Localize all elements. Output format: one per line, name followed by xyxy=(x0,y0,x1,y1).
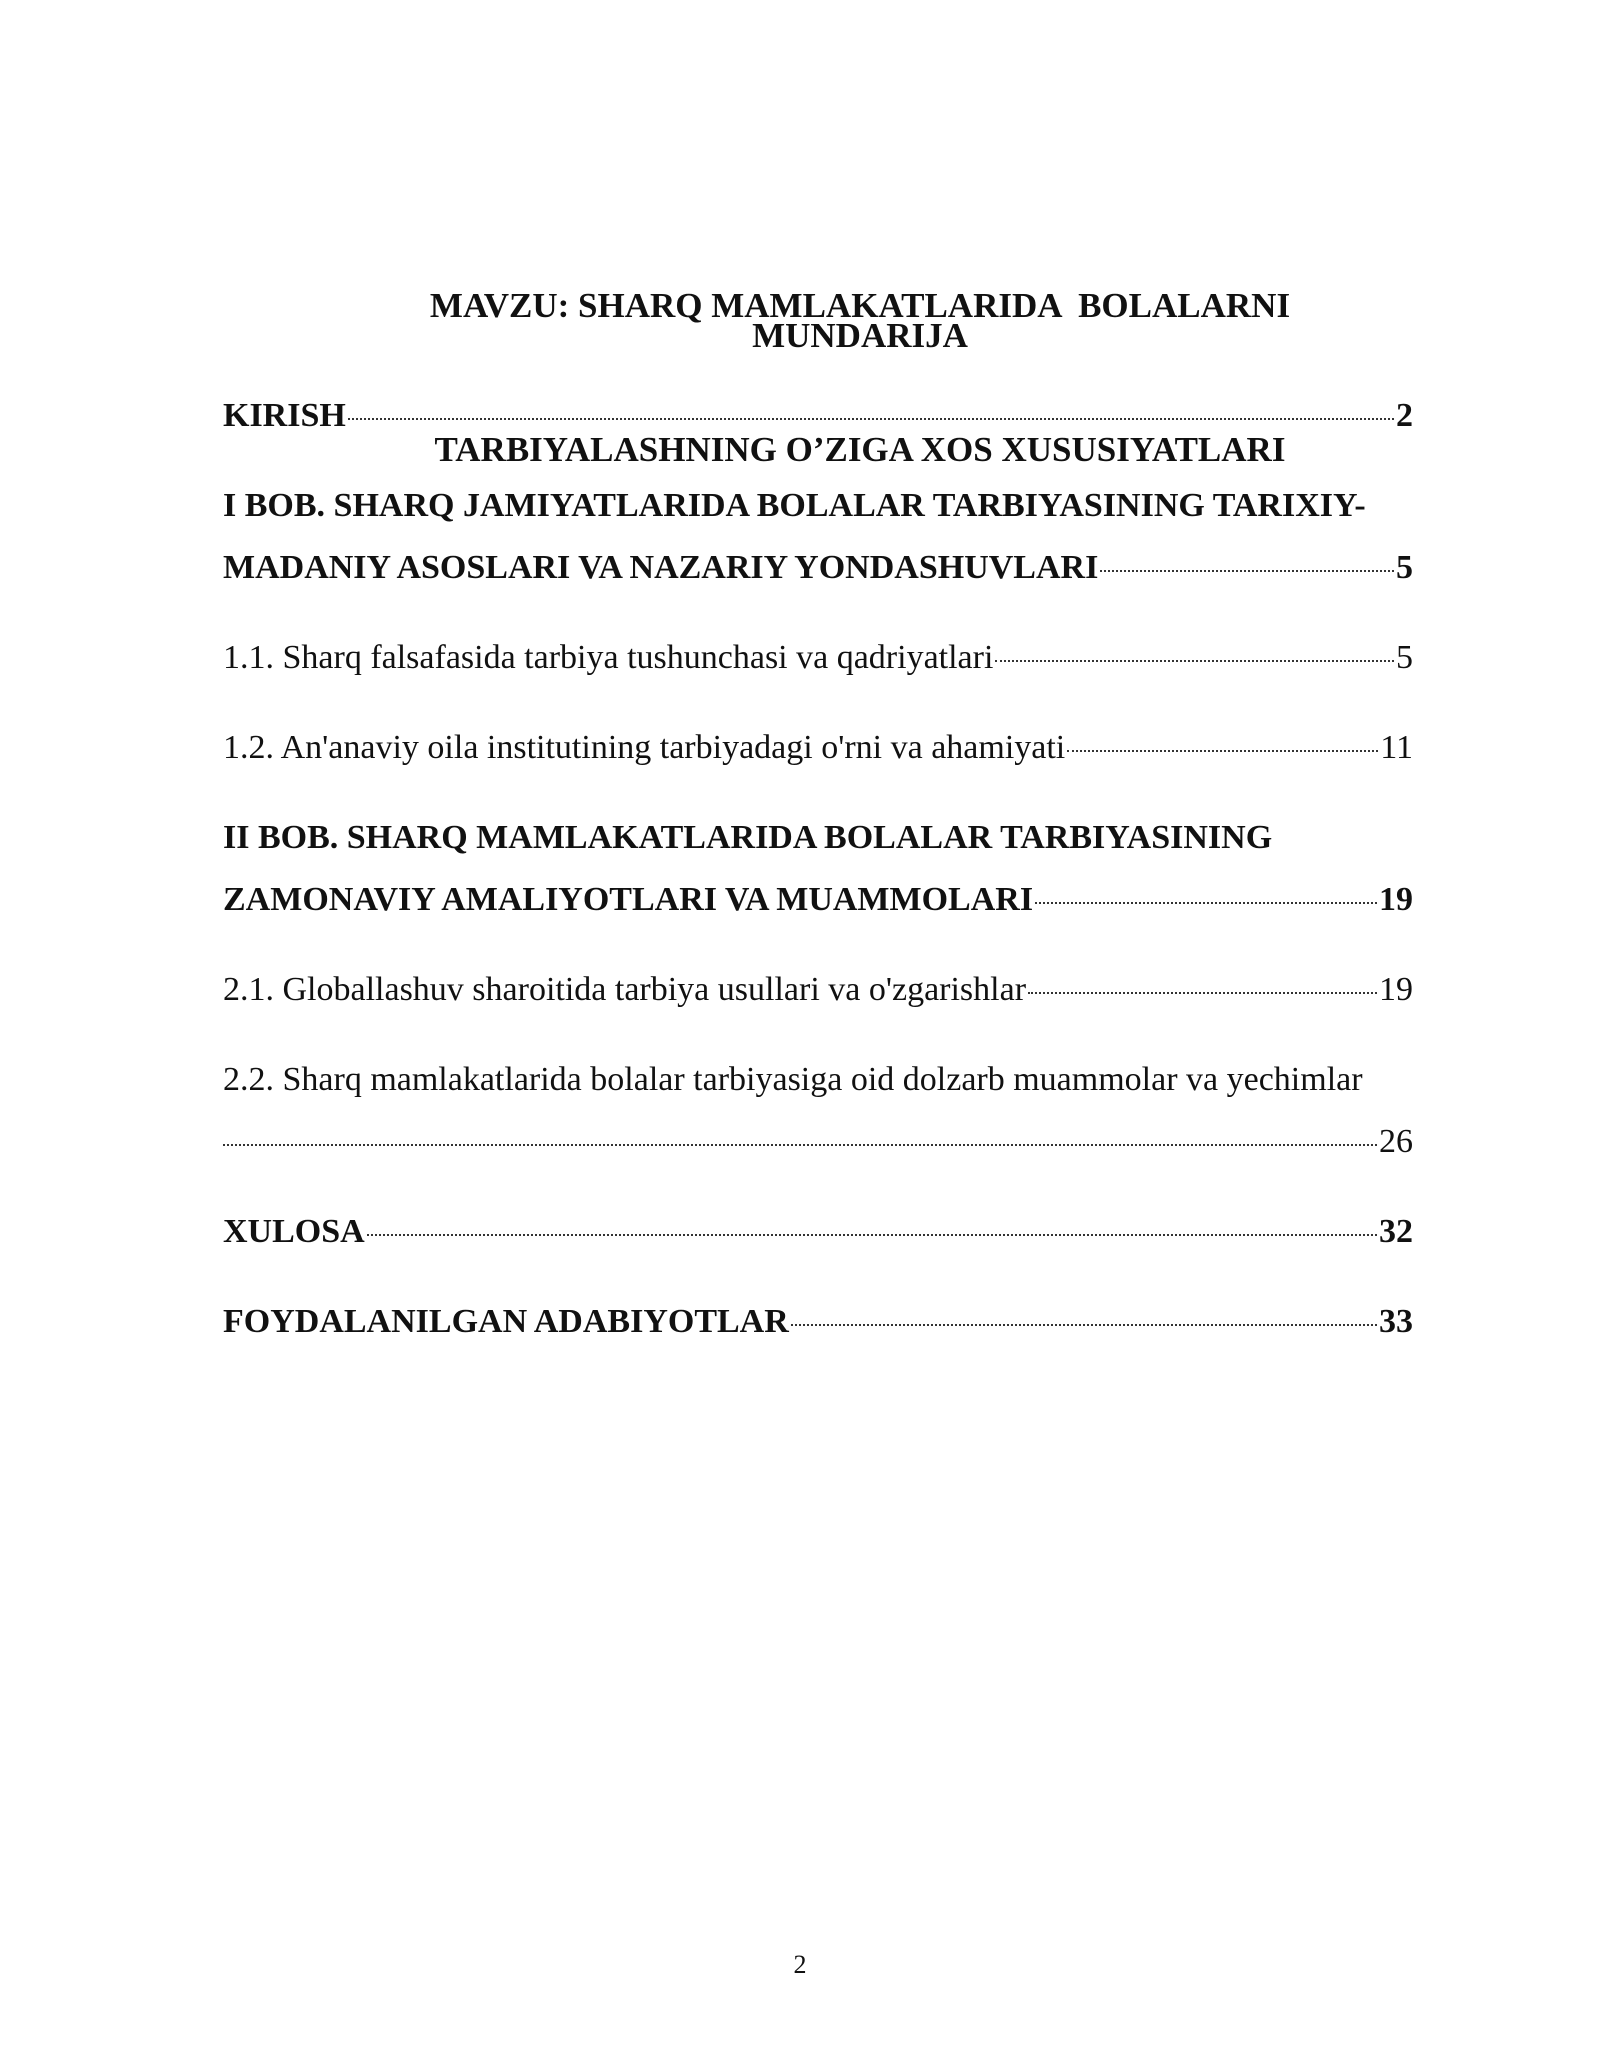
toc-page-number: 26 xyxy=(1379,1123,1413,1160)
page-number: 2 xyxy=(793,1950,807,1979)
toc-entry-text-line-2: ZAMONAVIY AMALIYOTLARI VA MUAMMOLARI xyxy=(223,881,1034,918)
toc-entry-text-line-2: MADANIY ASOSLARI VA NAZARIY YONDASHUVLARI xyxy=(223,549,1099,586)
title-line-2: TARBIYALASHNING O’ZIGA XOS XUSUSIYATLARI xyxy=(434,430,1286,469)
toc-page-number: 11 xyxy=(1380,729,1413,766)
toc-page-number: 5 xyxy=(1396,639,1413,676)
toc-page-number: 2 xyxy=(1396,397,1413,434)
toc-page-number: 32 xyxy=(1379,1213,1413,1250)
toc-entry-text: KIRISH xyxy=(223,397,346,434)
toc-page-number: 5 xyxy=(1396,549,1413,586)
dot-leader xyxy=(367,1234,1377,1236)
dot-leader xyxy=(1028,992,1377,994)
toc-entry-section-1-1[interactable] xyxy=(223,627,1413,689)
toc-entry-section-1-2[interactable] xyxy=(223,717,1413,779)
toc-entry-text: FOYDALANILGAN ADABIYOTLAR xyxy=(223,1303,789,1340)
toc-page-number: 33 xyxy=(1379,1303,1413,1340)
toc-entry-text: 2.1. Globallashuv sharoitida tarbiya usullari va o'zgarishlar xyxy=(223,971,1027,1008)
toc-page-number: 19 xyxy=(1379,971,1413,1008)
dot-leader xyxy=(1067,750,1378,752)
toc-entry-xulosa[interactable] xyxy=(223,1201,1413,1263)
dot-leader xyxy=(348,418,1394,420)
title-line-1: MAVZU: SHARQ MAMLAKATLARIDA BOLALARNI xyxy=(429,286,1291,325)
toc-entry-text-line-1: II BOB. SHARQ MAMLAKATLARIDA BOLALAR TARBIYASINING xyxy=(223,819,1273,856)
toc-entry-text-line-1: 2.2. Sharq mamlakatlarida bolalar tarbiyasiga oid dolzarb muammolar va yechimlar xyxy=(223,1061,1363,1098)
toc-entry-chapter-1[interactable] xyxy=(223,475,1413,599)
dot-leader xyxy=(223,1144,1377,1146)
toc-heading: MUNDARIJA xyxy=(752,316,968,355)
toc-page-number: 19 xyxy=(1379,881,1413,918)
dot-leader xyxy=(1100,570,1394,572)
table-of-contents xyxy=(223,385,1413,1353)
toc-entry-text: 1.2. An'anaviy oila institutining tarbiyadagi o'rni va ahamiyati xyxy=(223,729,1066,766)
toc-entry-text-line-1: I BOB. SHARQ JAMIYATLARIDA BOLALAR TARBIYASINING TARIXIY- xyxy=(223,487,1366,524)
toc-entry-text: 1.1. Sharq falsafasida tarbiya tushunchasi va qadriyatlari xyxy=(223,639,994,676)
toc-entry-section-2-1[interactable] xyxy=(223,959,1413,1021)
dot-leader xyxy=(1035,902,1377,904)
toc-entry-kirish[interactable] xyxy=(223,385,1413,447)
toc-entry-text: XULOSA xyxy=(223,1213,365,1250)
toc-entry-section-2-2[interactable] xyxy=(223,1049,1413,1173)
dot-leader xyxy=(791,1324,1377,1326)
toc-entry-adabiyotlar[interactable] xyxy=(223,1291,1413,1353)
dot-leader xyxy=(995,660,1394,662)
toc-entry-chapter-2[interactable] xyxy=(223,807,1413,931)
